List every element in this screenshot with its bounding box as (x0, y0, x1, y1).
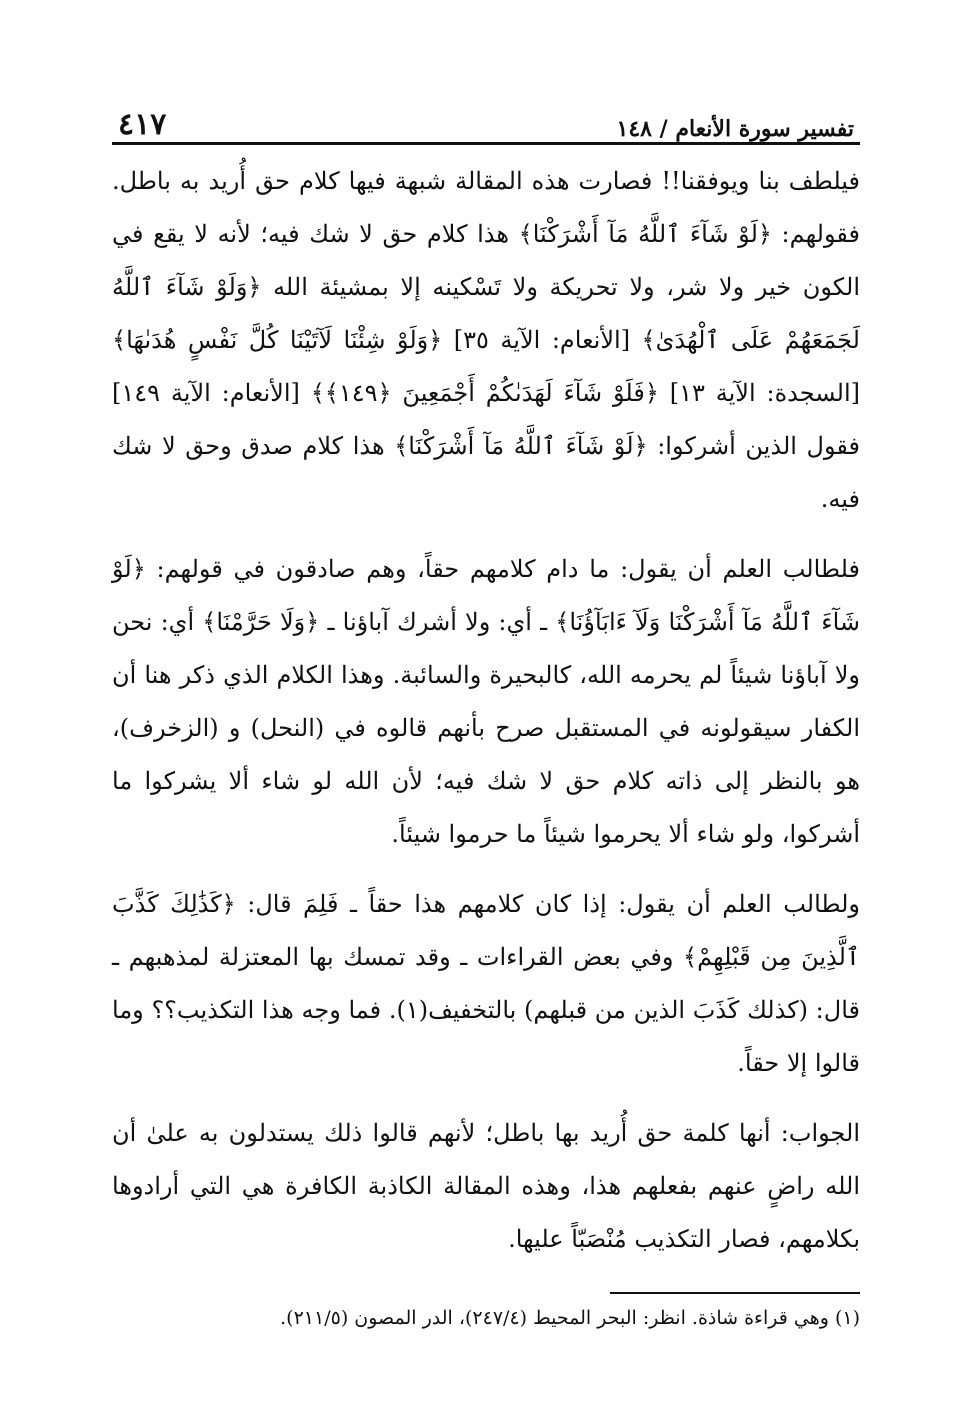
paragraph: الجواب: أنها كلمة حق أُريد بها باطل؛ لأنهم قالوا ذلك يستدلون به علىٰ أن الله راضٍ عنهم بفعلهم هذا، وهذه المقالة الكاذبة الكافرة هي التي أرادوها بكلامهم، فصار التكذيب مُنْصَبّاً عليها. (112, 1119, 860, 1253)
running-title: تفسير سورة الأنعام / ١٤٨ (616, 116, 854, 142)
paragraph: فلطالب العلم أن يقول: ما دام كلامهم حقاً، وهم صادقون في قولهم: ﴿لَوْ شَآءَ ٱللَّهُ مَآ أَشْرَكْنَا وَلَآ ءَابَآؤُنَا﴾ ـ أي: ولا أشرك آباؤنا ـ ﴿وَلَا حَرَّمْنَا﴾ أي: نحن ولا آباؤنا شيئاً لم يحرمه الله، كالبحيرة والسائبة. وهذا الكلام الذي ذكر هنا أن الكفار سيقولونه في المستقبل صرح بأنهم قالوه في (النحل) و (الزخرف)، هو بالنظر إلى ذاته كلام حق لا شك فيه؛ لأن الله لو شاء ألا يشركوا ما أشركوا، ولو شاء ألا يحرموا شيئاً ما حرموا شيئاً. (112, 555, 861, 848)
paragraph: فيلطف بنا ويوفقنا!! فصارت هذه المقالة شبهة فيها كلام حق أُريد به باطل. فقولهم: ﴿لَوْ شَآءَ ٱللَّهُ مَآ أَشْرَكْنَا﴾ هذا كلام حق لا شك فيه؛ لأنه لا يقع في الكون خير ولا شر، ولا تحريكة ولا تَسْكينه إلا بمشيئة الله ﴿وَلَوْ شَآءَ ٱللَّهُ لَجَمَعَهُمْ عَلَى ٱلْهُدَىٰ﴾ [الأنعام: الآية ٣٥] ﴿وَلَوْ شِئْنَا لَآتَيْنَا كُلَّ نَفْسٍ هُدَىٰهَا﴾ [السجدة: الآية ١٣] ﴿فَلَوْ شَآءَ لَهَدَىٰكُمْ أَجْمَعِينَ ﴿١٤٩﴾﴾ [الأنعام: الآية ١٤٩] فقول الذين أشركوا: ﴿لَوْ شَآءَ ٱللَّهُ مَآ أَشْرَكْنَا﴾ هذا كلام صدق وحق لا شك فيه. (112, 167, 860, 513)
page-header (112, 100, 860, 145)
footnote-divider (610, 1292, 860, 1294)
page-body (112, 155, 860, 1266)
page-number: ٤١٧ (118, 107, 167, 142)
paragraph: ولطالب العلم أن يقول: إذا كان كلامهم هذا حقاً ـ فَلِمَ قال: ﴿كَذَٰلِكَ كَذَّبَ ٱلَّذِينَ مِن قَبْلِهِمْ﴾ وفي بعض القراءات ـ وقد تمسك بها المعتزلة لمذهبهم ـ قال: (كذلك كَذَبَ الذين من قبلهم) بالتخفيف(١). فما وجه هذا التكذيب؟؟ وما قالوا إلا حقاً. (112, 890, 860, 1077)
footnote: (١) وهي قراءة شاذة. انظر: البحر المحيط (٢٤٧/٤)، الدر المصون (٢١١/٥). (280, 1307, 860, 1329)
